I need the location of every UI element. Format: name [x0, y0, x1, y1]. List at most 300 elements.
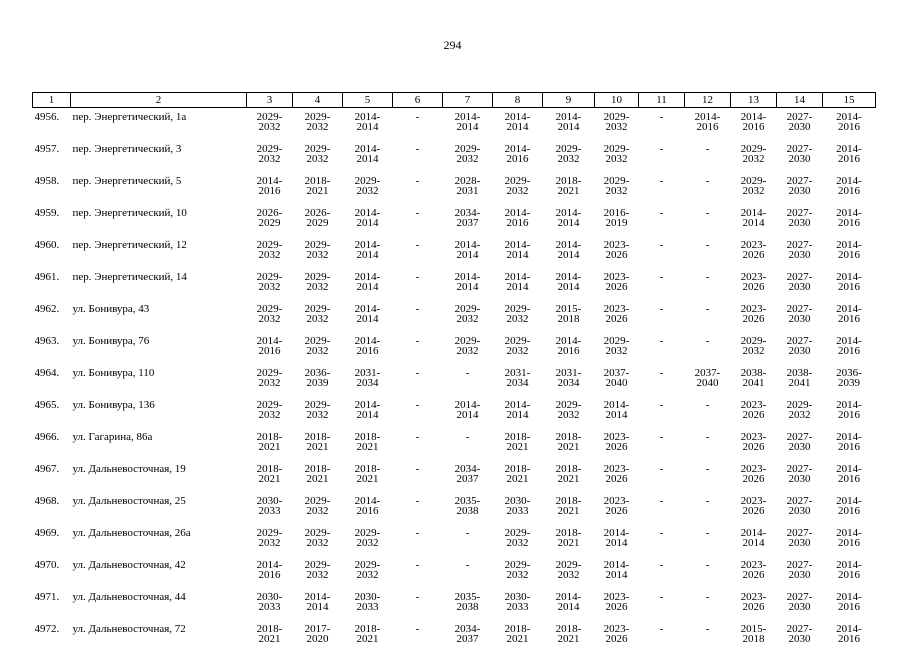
- table-row: [33, 428, 876, 460]
- dash-value: -: [639, 432, 685, 442]
- period-cell: [393, 204, 443, 236]
- year-value: 2027-: [777, 560, 823, 570]
- year-value: 2016: [543, 346, 595, 356]
- year-value: 2021: [247, 474, 293, 484]
- period-cell: [443, 588, 493, 620]
- dash-value: -: [393, 176, 443, 186]
- period-cell: [639, 428, 685, 460]
- year-value: 2021: [247, 442, 293, 452]
- period-cell: [343, 204, 393, 236]
- period-cell: [247, 300, 293, 332]
- year-value: 2026: [731, 250, 777, 260]
- year-value: 2026: [595, 442, 639, 452]
- year-value: 2016: [493, 154, 543, 164]
- address-cell: пер. Энергетический, 10: [71, 204, 247, 236]
- year-value: 2014: [443, 122, 493, 132]
- dash-value: -: [639, 464, 685, 474]
- period-cell: [595, 204, 639, 236]
- address-cell: ул. Дальневосточная, 19: [71, 460, 247, 492]
- year-value: 2032: [493, 314, 543, 324]
- period-cell: [247, 524, 293, 556]
- dash-value: -: [393, 336, 443, 346]
- period-cell: [343, 268, 393, 300]
- year-value: 2014: [293, 602, 343, 612]
- year-value: 2029-: [293, 112, 343, 122]
- dash-value: -: [685, 304, 731, 314]
- year-value: 2032: [293, 122, 343, 132]
- row-number: 4966.: [33, 428, 71, 460]
- year-value: 2016: [731, 122, 777, 132]
- period-cell: [493, 172, 543, 204]
- address-cell: пер. Энергетический, 5: [71, 172, 247, 204]
- period-cell: [685, 140, 731, 172]
- year-value: 2016: [823, 250, 876, 260]
- period-cell: [823, 364, 876, 396]
- dash-value: -: [393, 464, 443, 474]
- address-cell: ул. Дальневосточная, 42: [71, 556, 247, 588]
- period-cell: [823, 620, 876, 652]
- year-value: 2026: [731, 570, 777, 580]
- year-value: 2021: [293, 186, 343, 196]
- period-cell: [493, 428, 543, 460]
- dash-value: -: [443, 432, 493, 442]
- period-cell: [685, 556, 731, 588]
- dash-value: -: [443, 528, 493, 538]
- dash-value: -: [639, 560, 685, 570]
- period-cell: [595, 364, 639, 396]
- year-value: 2041: [731, 378, 777, 388]
- dash-value: -: [639, 144, 685, 154]
- year-value: 2014-: [343, 496, 393, 506]
- row-number: 4965.: [33, 396, 71, 428]
- dash-value: -: [393, 272, 443, 282]
- year-value: 2027-: [777, 304, 823, 314]
- column-header: 1: [33, 93, 71, 108]
- year-value: 2029-: [293, 528, 343, 538]
- dash-value: -: [685, 272, 731, 282]
- page-number: 294: [0, 38, 905, 53]
- year-value: 2028-: [443, 176, 493, 186]
- year-value: 2032: [247, 154, 293, 164]
- year-value: 2014-: [443, 400, 493, 410]
- year-value: 2027-: [777, 144, 823, 154]
- year-value: 2018-: [543, 528, 595, 538]
- period-cell: [595, 140, 639, 172]
- year-value: 2029-: [731, 144, 777, 154]
- table-row: [33, 108, 876, 141]
- year-value: 2031-: [543, 368, 595, 378]
- year-value: 2037-: [595, 368, 639, 378]
- year-value: 2021: [343, 442, 393, 452]
- period-cell: [293, 172, 343, 204]
- period-cell: [731, 268, 777, 300]
- year-value: 2032: [247, 282, 293, 292]
- year-value: 2023-: [595, 624, 639, 634]
- period-cell: [777, 460, 823, 492]
- period-cell: [777, 236, 823, 268]
- year-value: 2038: [443, 602, 493, 612]
- period-cell: [247, 172, 293, 204]
- year-value: 2015-: [543, 304, 595, 314]
- year-value: 2029-: [731, 176, 777, 186]
- year-value: 2029-: [293, 496, 343, 506]
- year-value: 2029-: [247, 368, 293, 378]
- year-value: 2029-: [247, 528, 293, 538]
- year-value: 2016: [685, 122, 731, 132]
- year-value: 2026: [731, 474, 777, 484]
- year-value: 2023-: [595, 304, 639, 314]
- schedule-table: [32, 92, 876, 652]
- period-cell: [823, 492, 876, 524]
- period-cell: [685, 588, 731, 620]
- dash-value: -: [639, 240, 685, 250]
- year-value: 2016: [493, 218, 543, 228]
- period-cell: [685, 108, 731, 141]
- address-cell: ул. Бонивура, 136: [71, 396, 247, 428]
- period-cell: [639, 620, 685, 652]
- year-value: 2014: [493, 410, 543, 420]
- period-cell: [493, 396, 543, 428]
- period-cell: [543, 204, 595, 236]
- period-cell: [639, 172, 685, 204]
- row-number: 4960.: [33, 236, 71, 268]
- year-value: 2014-: [543, 240, 595, 250]
- dash-value: -: [393, 208, 443, 218]
- year-value: 2016: [823, 442, 876, 452]
- dash-value: -: [393, 304, 443, 314]
- period-cell: [823, 140, 876, 172]
- period-cell: [639, 332, 685, 364]
- period-cell: [443, 524, 493, 556]
- year-value: 2034-: [443, 208, 493, 218]
- year-value: 2032: [595, 122, 639, 132]
- table-row: [33, 300, 876, 332]
- year-value: 2016: [823, 122, 876, 132]
- period-cell: [543, 588, 595, 620]
- year-value: 2014: [595, 410, 639, 420]
- year-value: 2018-: [293, 176, 343, 186]
- period-cell: [247, 396, 293, 428]
- year-value: 2030: [777, 538, 823, 548]
- period-cell: [393, 140, 443, 172]
- year-value: 2014-: [543, 112, 595, 122]
- period-cell: [595, 172, 639, 204]
- year-value: 2018-: [493, 624, 543, 634]
- year-value: 2023-: [731, 304, 777, 314]
- period-cell: [293, 300, 343, 332]
- year-value: 2021: [543, 474, 595, 484]
- year-value: 2014: [543, 250, 595, 260]
- period-cell: [595, 332, 639, 364]
- period-cell: [247, 236, 293, 268]
- period-cell: [343, 236, 393, 268]
- year-value: 2018-: [543, 432, 595, 442]
- column-header: 13: [731, 93, 777, 108]
- year-value: 2016: [823, 570, 876, 580]
- period-cell: [293, 140, 343, 172]
- year-value: 2014-: [731, 528, 777, 538]
- period-cell: [685, 620, 731, 652]
- period-cell: [293, 268, 343, 300]
- year-value: 2021: [493, 442, 543, 452]
- table-row: [33, 364, 876, 396]
- year-value: 2032: [443, 314, 493, 324]
- dash-value: -: [639, 528, 685, 538]
- period-cell: [731, 428, 777, 460]
- year-value: 2014-: [343, 144, 393, 154]
- dash-value: -: [639, 624, 685, 634]
- period-cell: [685, 364, 731, 396]
- period-cell: [639, 236, 685, 268]
- period-cell: [731, 108, 777, 141]
- year-value: 2027-: [777, 208, 823, 218]
- period-cell: [393, 332, 443, 364]
- year-value: 2014-: [823, 304, 876, 314]
- period-cell: [293, 620, 343, 652]
- period-cell: [443, 620, 493, 652]
- year-value: 2031-: [343, 368, 393, 378]
- year-value: 2014: [595, 570, 639, 580]
- year-value: 2029-: [343, 528, 393, 538]
- year-value: 2032: [293, 250, 343, 260]
- year-value: 2018-: [247, 624, 293, 634]
- year-value: 2021: [293, 474, 343, 484]
- year-value: 2014: [595, 538, 639, 548]
- year-value: 2014: [543, 218, 595, 228]
- period-cell: [777, 300, 823, 332]
- period-cell: [343, 140, 393, 172]
- year-value: 2021: [543, 186, 595, 196]
- year-value: 2023-: [731, 592, 777, 602]
- period-cell: [343, 300, 393, 332]
- year-value: 2014-: [543, 336, 595, 346]
- period-cell: [443, 332, 493, 364]
- period-cell: [685, 204, 731, 236]
- year-value: 2021: [343, 634, 393, 644]
- year-value: 2037-: [685, 368, 731, 378]
- dash-value: -: [685, 240, 731, 250]
- year-value: 2014-: [493, 112, 543, 122]
- year-value: 2037: [443, 218, 493, 228]
- period-cell: [543, 140, 595, 172]
- period-cell: [731, 588, 777, 620]
- year-value: 2027-: [777, 528, 823, 538]
- period-cell: [595, 428, 639, 460]
- year-value: 2014: [493, 122, 543, 132]
- period-cell: [823, 556, 876, 588]
- year-value: 2014: [343, 154, 393, 164]
- year-value: 2036-: [823, 368, 876, 378]
- year-value: 2030: [777, 474, 823, 484]
- year-value: 2014: [493, 250, 543, 260]
- year-value: 2027-: [777, 336, 823, 346]
- period-cell: [595, 396, 639, 428]
- period-cell: [685, 172, 731, 204]
- year-value: 2029-: [247, 144, 293, 154]
- address-cell: ул. Гагарина, 86а: [71, 428, 247, 460]
- period-cell: [639, 300, 685, 332]
- year-value: 2016: [823, 218, 876, 228]
- year-value: 2029-: [443, 144, 493, 154]
- year-value: 2014-: [247, 560, 293, 570]
- year-value: 2040: [595, 378, 639, 388]
- year-value: 2029-: [595, 144, 639, 154]
- period-cell: [293, 108, 343, 141]
- row-number: 4961.: [33, 268, 71, 300]
- year-value: 2030: [777, 186, 823, 196]
- year-value: 2014: [543, 122, 595, 132]
- period-cell: [343, 332, 393, 364]
- year-value: 2030: [777, 282, 823, 292]
- period-cell: [685, 396, 731, 428]
- period-cell: [543, 268, 595, 300]
- year-value: 2027-: [777, 240, 823, 250]
- year-value: 2026: [731, 410, 777, 420]
- period-cell: [685, 332, 731, 364]
- year-value: 2018-: [293, 464, 343, 474]
- year-value: 2018-: [293, 432, 343, 442]
- period-cell: [823, 396, 876, 428]
- period-cell: [443, 300, 493, 332]
- year-value: 2032: [595, 186, 639, 196]
- period-cell: [731, 236, 777, 268]
- dash-value: -: [685, 144, 731, 154]
- year-value: 2029-: [293, 272, 343, 282]
- period-cell: [443, 108, 493, 141]
- year-value: 2016: [823, 346, 876, 356]
- dash-value: -: [639, 496, 685, 506]
- year-value: 2031: [443, 186, 493, 196]
- period-cell: [685, 236, 731, 268]
- table-row: [33, 172, 876, 204]
- period-cell: [493, 364, 543, 396]
- address-cell: ул. Дальневосточная, 72: [71, 620, 247, 652]
- year-value: 2032: [731, 154, 777, 164]
- period-cell: [293, 236, 343, 268]
- year-value: 2021: [247, 634, 293, 644]
- year-value: 2014-: [343, 240, 393, 250]
- address-cell: ул. Бонивура, 76: [71, 332, 247, 364]
- row-number: 4972.: [33, 620, 71, 652]
- year-value: 2014-: [543, 208, 595, 218]
- year-value: 2021: [343, 474, 393, 484]
- dash-value: -: [685, 336, 731, 346]
- year-value: 2014: [443, 250, 493, 260]
- year-value: 2029: [293, 218, 343, 228]
- column-header: 2: [71, 93, 247, 108]
- period-cell: [393, 492, 443, 524]
- period-cell: [595, 236, 639, 268]
- period-cell: [247, 108, 293, 141]
- year-value: 2018-: [493, 432, 543, 442]
- year-value: 2014-: [685, 112, 731, 122]
- period-cell: [443, 204, 493, 236]
- period-cell: [343, 460, 393, 492]
- column-header: 12: [685, 93, 731, 108]
- period-cell: [639, 140, 685, 172]
- dash-value: -: [639, 112, 685, 122]
- period-cell: [343, 620, 393, 652]
- year-value: 2014-: [595, 528, 639, 538]
- year-value: 2014-: [343, 336, 393, 346]
- year-value: 2026: [595, 602, 639, 612]
- period-cell: [493, 620, 543, 652]
- year-value: 2023-: [731, 560, 777, 570]
- dash-value: -: [393, 528, 443, 538]
- period-cell: [777, 492, 823, 524]
- year-value: 2014-: [247, 336, 293, 346]
- year-value: 2032: [293, 346, 343, 356]
- year-value: 2033: [247, 506, 293, 516]
- year-value: 2021: [543, 634, 595, 644]
- period-cell: [543, 108, 595, 141]
- year-value: 2018-: [543, 464, 595, 474]
- year-value: 2032: [247, 378, 293, 388]
- year-value: 2014: [543, 282, 595, 292]
- period-cell: [247, 364, 293, 396]
- year-value: 2017-: [293, 624, 343, 634]
- period-cell: [823, 524, 876, 556]
- year-value: 2014-: [343, 304, 393, 314]
- year-value: 2030: [777, 634, 823, 644]
- year-value: 2016: [823, 314, 876, 324]
- period-cell: [731, 204, 777, 236]
- year-value: 2030: [777, 442, 823, 452]
- period-cell: [595, 588, 639, 620]
- year-value: 2029-: [247, 272, 293, 282]
- year-value: 2032: [293, 154, 343, 164]
- year-value: 2021: [543, 538, 595, 548]
- year-value: 2018-: [543, 624, 595, 634]
- year-value: 2016: [343, 346, 393, 356]
- dash-value: -: [393, 592, 443, 602]
- period-cell: [247, 588, 293, 620]
- period-cell: [293, 332, 343, 364]
- year-value: 2033: [343, 602, 393, 612]
- period-cell: [393, 620, 443, 652]
- period-cell: [543, 620, 595, 652]
- period-cell: [731, 140, 777, 172]
- year-value: 2014-: [823, 400, 876, 410]
- dash-value: -: [393, 624, 443, 634]
- column-header: 14: [777, 93, 823, 108]
- period-cell: [247, 620, 293, 652]
- year-value: 2029-: [293, 240, 343, 250]
- year-value: 2032: [543, 410, 595, 420]
- period-cell: [393, 236, 443, 268]
- period-cell: [493, 300, 543, 332]
- year-value: 2014-: [443, 272, 493, 282]
- dash-value: -: [685, 496, 731, 506]
- year-value: 2018-: [247, 464, 293, 474]
- period-cell: [493, 588, 543, 620]
- year-value: 2032: [247, 122, 293, 132]
- year-value: 2030-: [247, 592, 293, 602]
- year-value: 2016: [823, 602, 876, 612]
- period-cell: [731, 556, 777, 588]
- period-cell: [543, 396, 595, 428]
- year-value: 2014-: [823, 208, 876, 218]
- period-cell: [823, 172, 876, 204]
- dash-value: -: [685, 592, 731, 602]
- year-value: 2016: [247, 346, 293, 356]
- year-value: 2023-: [731, 432, 777, 442]
- period-cell: [685, 300, 731, 332]
- year-value: 2026: [731, 282, 777, 292]
- period-cell: [639, 524, 685, 556]
- year-value: 2029-: [595, 176, 639, 186]
- period-cell: [823, 300, 876, 332]
